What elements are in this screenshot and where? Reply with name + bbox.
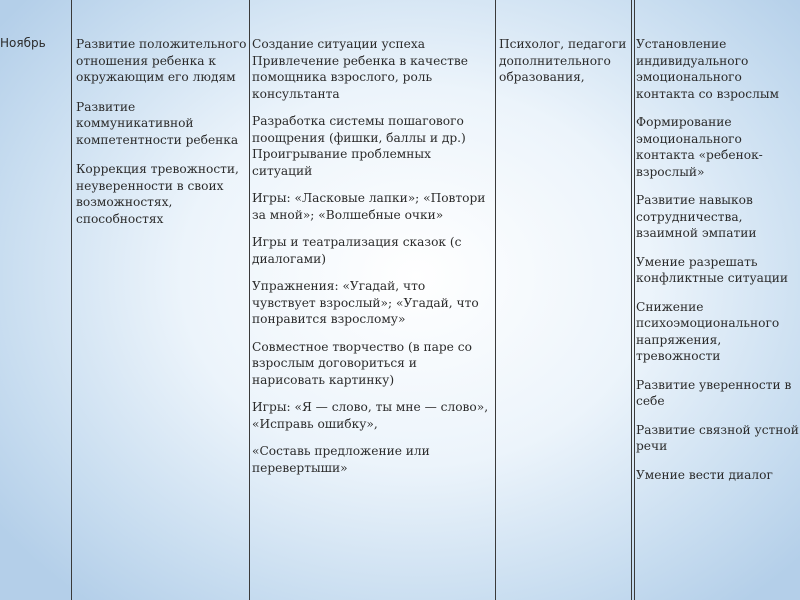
result-item: Снижение психоэмоционального напряжения, тревожности [636,299,780,363]
result-item: Формирование эмоционального контакта «ребенок-взрослый» [636,115,763,179]
result-item: Развитие навыков сотрудничества, взаимной эмпатии [636,193,757,240]
task-item: Развитие коммуникативной компетентности ребенка [76,99,239,147]
task-item: Развитие положительного отношения ребенка к окружающим его людям [76,37,247,84]
method-item: Разработка системы пошагового поощрения (фишки, баллы и др.) Проигрывание проблемных ситуаций [252,114,466,178]
specialists-cell [499,0,631,600]
column-divider [631,0,632,600]
method-item: Игры и театрализация сказок (с диалогами) [252,235,462,266]
task-item: Коррекция тревожности, неуверенности в своих возможностях, способностях [76,162,239,226]
column-divider [495,0,496,600]
method-item: Упражнения: «Угадай, что чувствует взрослый»; «Угадай, что понравится взрослому» [252,279,479,326]
method-item: Игры: «Я — слово, ты мне — слово», «Исправь ошибку», [252,400,489,431]
result-item: Установление индивидуального эмоционального контакта со взрослым [636,37,780,101]
month-cell: Ноябрь [0,36,46,50]
result-item: Умение разрешать конфликтные ситуации [636,254,788,285]
column-divider [249,0,250,600]
method-item: «Составь предложение или перевертыши» [252,444,430,475]
result-item: Развитие уверенности в себе [636,377,792,408]
methods-cell [252,0,492,600]
specialists-text: Психолог, педагоги дополнительного образования, [499,37,627,84]
result-item: Развитие связной устной речи [636,422,799,453]
results-cell [636,0,800,600]
tasks-cell [76,0,248,600]
method-item: Игры: «Ласковые лапки»; «Повтори за мной»; «Волшебные очки» [252,191,486,222]
method-item: Создание ситуации успеха Привлечение ребенка в качестве помощника взрослого, роль консультанта [252,37,468,101]
method-item: Совместное творчество (в паре со взрослым договориться и нарисовать картинку) [252,339,472,387]
result-item: Умение вести диалог [636,467,773,482]
column-divider [71,0,72,600]
